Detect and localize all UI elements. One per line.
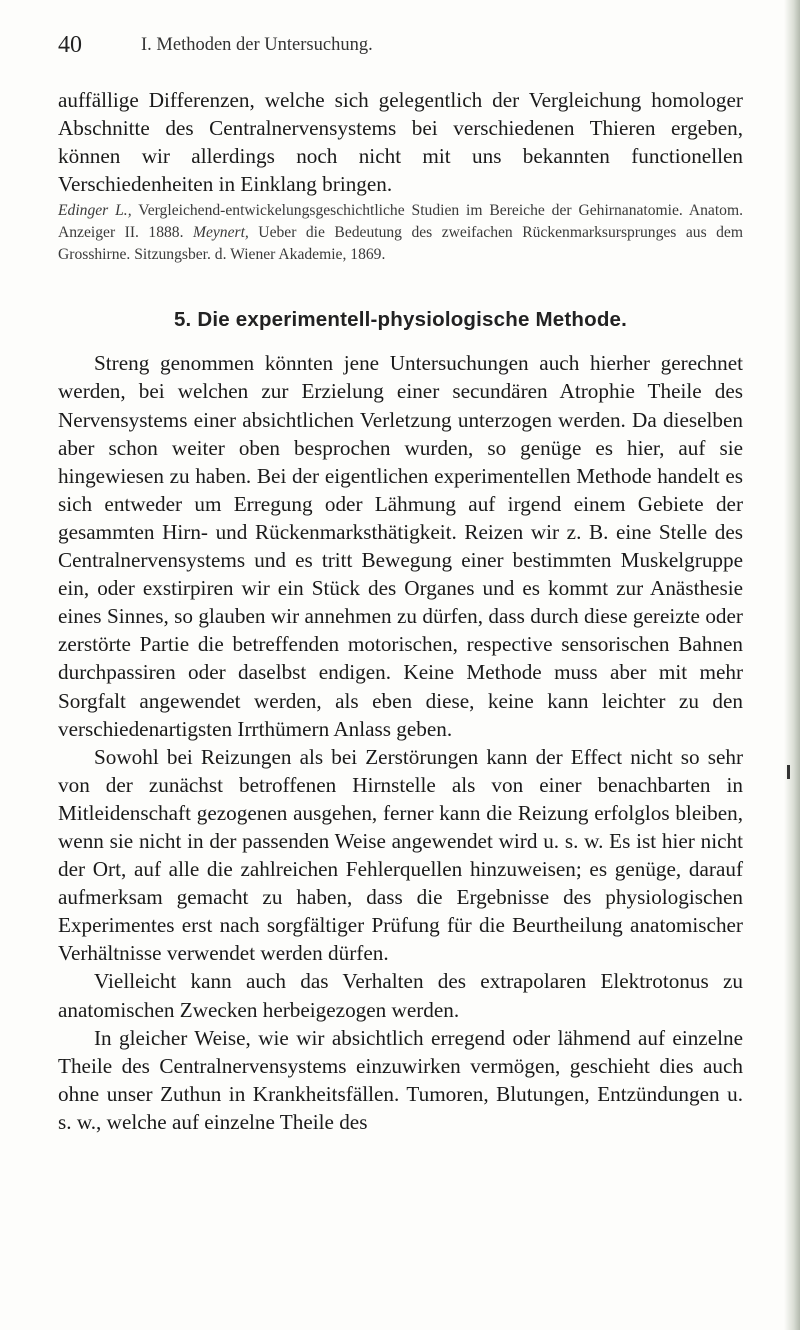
body-paragraph-4: In gleicher Weise, wie wir absichtlich erregend oder lähmend auf einzelne Theile des Centralnervensystems einzuwirken vermögen, geschieht dies auch ohne unser Zuthun in Krankheitsfällen. Tumoren, Blutungen, Entzündungen u. s. w., welche auf einzelne Theile des [58,1025,743,1134]
section-number: 5. [173,308,192,332]
body-paragraph-2: Sowohl bei Reizungen als bei Zerstörungen kann der Effect nicht so sehr von der zunächst betroffenen Hirnstelle als von einer benachbarten in Mitleidenschaft gezogenen ausgehen, ferner kann die Reizung erfolglos bleiben, wenn sie nicht in der passenden Weise angewendet wird u. s. w. Es ist hier nicht der Ort, auf alle die zahlreichen Fehlerquellen hinzuweisen; es genüge, darauf aufmerksam gemacht zu haben, dass die Ergebnisse des physiologischen Experimentes erst nach sorgfältiger Prüfung für die Beurtheilung anatomischer Verhältnisse verwendet werden dürfen. [58,744,743,966]
page-edge-shadow [784,0,800,1330]
bibliography-note [58,200,743,266]
section-heading [58,307,743,333]
margin-mark [787,765,790,779]
page-number: 40 [58,32,82,58]
page-header [58,32,743,58]
biblio-author-meynert: Meynert, [192,224,249,242]
running-head: I. Methoden der Untersuchung. [141,35,373,55]
intro-paragraph: auffällige Differenzen, welche sich gelegentlich der Vergleichung homologer Abschnitte des Centralnervensystems bei verschiedenen Thieren ergeben, können wir allerdings noch nicht mit uns bekannten functionellen Verschiedenheiten in Einklang bringen. [58,88,743,197]
body-paragraph-3: Vielleicht kann auch das Verhalten des extrapolaren Elektrotonus zu anatomischen Zwecken herbeigezogen werden. [58,969,743,1022]
biblio-reference-edinger: Vergleichend-entwickelungsgeschichtliche Studien im Bereiche der Gehirnanatomie. Anatom. Anzeiger II. 1888. [58,202,743,242]
section-title: Die experimentell-physiologische Methode. [197,308,628,332]
main-text [58,86,743,1136]
body-paragraph-1: Streng genommen könnten jene Untersuchungen auch hierher gerechnet werden, bei welchen zur Erzielung einer secundären Atrophie Theile des Nervensystems einer absichtlichen Verletzung unterzogen werden. Da dieselben aber schon weiter oben besprochen wurden, so genüge es hier, auf sie hingewiesen zu haben. Bei der eigentlichen experimentellen Methode handelt es sich entweder um Erregung oder Lähmung auf irgend einem Gebiete der gesammten Hirn- und Rückenmarksthätigkeit. Reizen wir z. B. eine Stelle des Centralnervensystems und es tritt Bewegung einer bestimmten Muskelgruppe ein, oder exstirpiren wir ein Stück des Organes und es kommt zur Anästhesie eines Sinnes, so glauben wir annehmen zu dürfen, dass durch diese gereizte oder zerstörte Partie die betreffenden motorischen, respective sensorischen Bahnen durchpassiren oder daselbst endigen. Keine Methode muss aber mit mehr Sorgfalt angewendet werden, als eben diese, keine kann leichter zu den verschiedenartigsten Irrthümern Anlass geben. [58,351,743,741]
biblio-reference-meynert: Ueber die Bedeutung des zweifachen Rückenmarksursprunges aus dem Grosshirne. Sitzungsber. d. Wiener Akademie, 1869. [58,224,743,264]
biblio-author-edinger: Edinger L., [58,202,132,220]
